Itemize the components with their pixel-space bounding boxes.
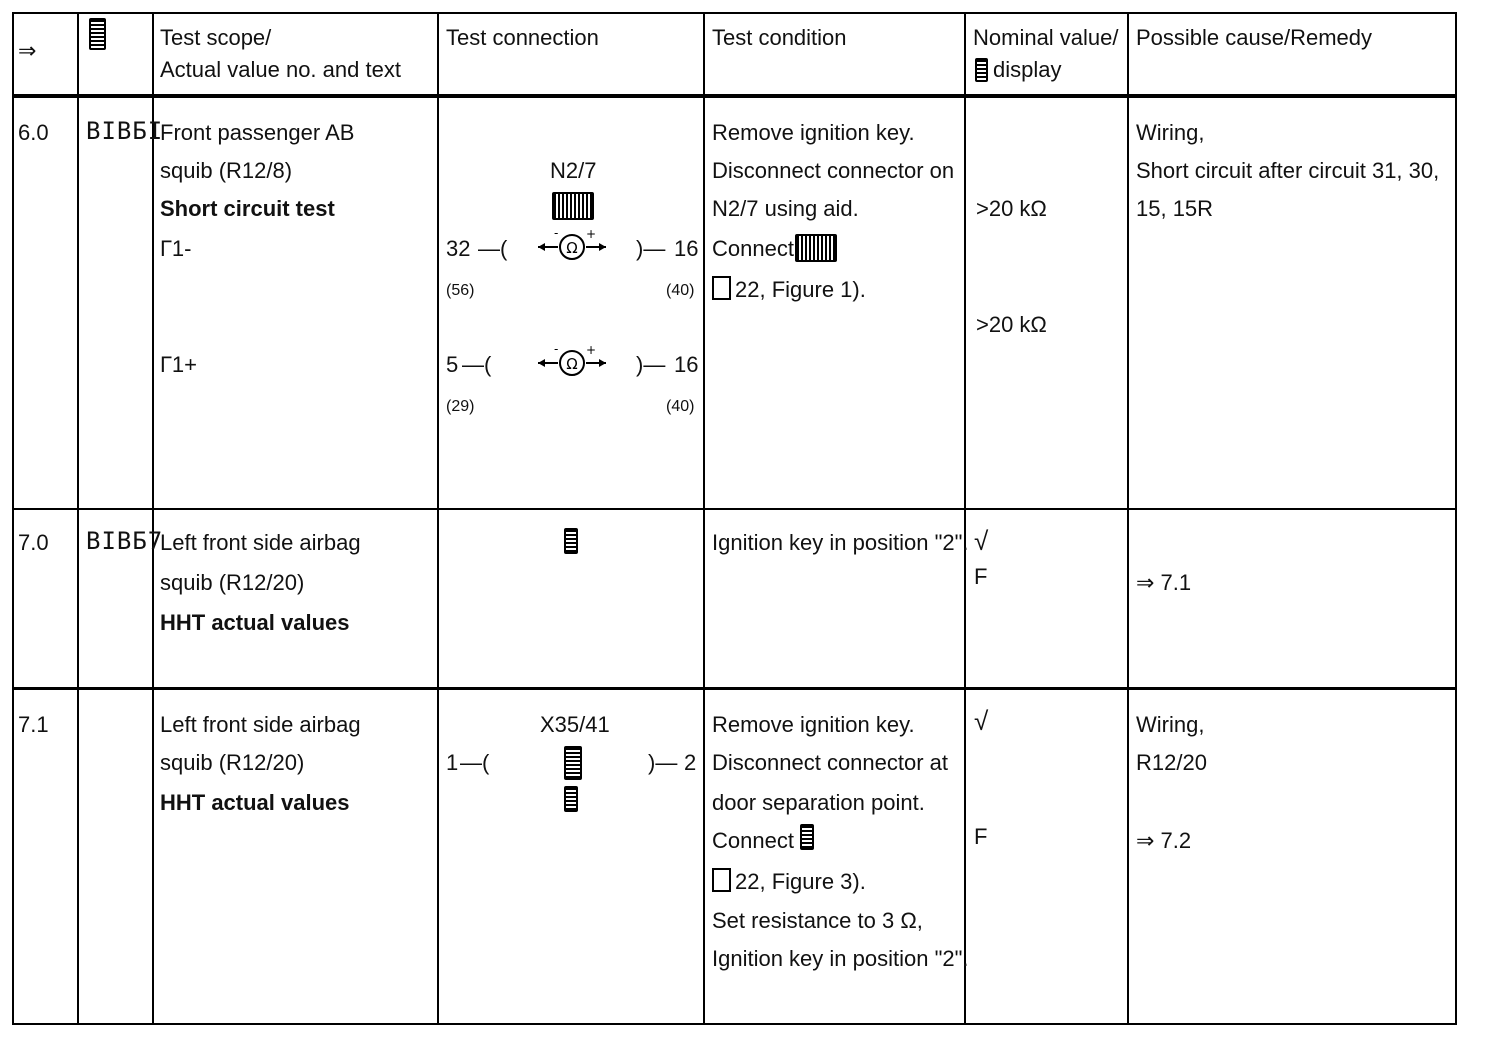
- condition-line: Connect: [712, 828, 794, 853]
- probe-right: )—: [636, 236, 666, 261]
- pin-sub-label: (40): [666, 282, 695, 299]
- scope-line: Г1+: [160, 352, 197, 377]
- svg-text:-: -: [554, 229, 559, 240]
- svg-text:-: -: [554, 345, 559, 356]
- condition-line: [712, 276, 866, 303]
- nominal-value: √: [974, 526, 989, 556]
- probe-right: )—: [648, 750, 678, 775]
- scope-line: Left front side airbag: [160, 530, 361, 555]
- row-code: BIBБ7: [86, 527, 164, 555]
- cause-line: Short circuit after circuit 31, 30,: [1136, 158, 1440, 183]
- cause-line: R12/20: [1136, 750, 1207, 775]
- grid-line: [12, 12, 14, 1025]
- scope-line: Front passenger AB: [160, 120, 355, 145]
- scope-line: HHT actual values: [160, 790, 350, 815]
- row-code: BIBБI: [86, 117, 164, 145]
- pin-label: 1: [446, 750, 459, 775]
- cause-line: Wiring,: [1136, 712, 1205, 737]
- header-cause: Possible cause/Remedy: [1136, 25, 1373, 50]
- pin-label: 5: [446, 352, 459, 377]
- hht-icon: [975, 58, 988, 82]
- pin-sub-label: (29): [446, 398, 475, 415]
- grid-line: [77, 12, 79, 1025]
- scope-line: squib (R12/8): [160, 158, 293, 183]
- condition-line: Set resistance to 3 Ω,: [712, 908, 923, 933]
- grid-line: [12, 687, 1457, 690]
- scope-line: squib (R12/20): [160, 750, 305, 775]
- header-scope-line2: Actual value no. and text: [160, 57, 401, 82]
- header-arrow: ⇒: [18, 38, 37, 63]
- tester-icon: [795, 234, 837, 262]
- book-icon: [712, 276, 731, 300]
- grid-line: [1127, 12, 1129, 1025]
- row-step: 7.1: [18, 712, 49, 737]
- cause-line: ⇒ 7.2: [1136, 828, 1192, 853]
- condition-line: Remove ignition key.: [712, 712, 915, 737]
- grid-line: [437, 12, 439, 1025]
- grid-line: [12, 1023, 1457, 1025]
- probe-right: )—: [636, 352, 666, 377]
- condition-line: [712, 868, 866, 895]
- tester-icon: [800, 824, 814, 850]
- header-connection: Test connection: [446, 25, 599, 50]
- grid-line: [1455, 12, 1457, 1025]
- tester-icon: [564, 746, 582, 780]
- nominal-value: F: [974, 824, 988, 849]
- nominal-value: √: [974, 706, 989, 736]
- grid-line: [12, 508, 1457, 510]
- scope-line: HHT actual values: [160, 610, 350, 635]
- probe-left: —(: [460, 750, 490, 775]
- condition-line: Ignition key in position "2".: [712, 946, 969, 971]
- svg-text:Ω: Ω: [566, 239, 578, 257]
- connection-unit: N2/7: [550, 158, 597, 183]
- condition-line: Remove ignition key.: [712, 120, 915, 145]
- grid-line: [152, 12, 154, 1025]
- pin-sub-label: (40): [666, 398, 695, 415]
- ohmmeter-icon: [536, 229, 608, 265]
- hht-icon: [564, 528, 578, 554]
- pin-sub-label: (56): [446, 282, 475, 299]
- pin-label: 16: [674, 236, 699, 261]
- condition-line: door separation point.: [712, 790, 925, 815]
- book-icon: [712, 868, 731, 892]
- condition-line: N2/7 using aid.: [712, 196, 859, 221]
- scope-line: Short circuit test: [160, 196, 335, 221]
- row-step: 6.0: [18, 120, 49, 145]
- hht-icon: [564, 786, 578, 812]
- grid-line: [703, 12, 705, 1025]
- svg-text:+: +: [586, 345, 597, 357]
- nominal-value: >20 kΩ: [976, 196, 1047, 221]
- scope-line: squib (R12/20): [160, 570, 305, 595]
- condition-line: Disconnect connector at: [712, 750, 949, 775]
- pin-label: 2: [684, 750, 697, 775]
- condition-line: Ignition key in position "2".: [712, 530, 969, 555]
- svg-text:Ω: Ω: [566, 355, 578, 373]
- condition-line: Connect: [712, 236, 794, 261]
- cause-line: ⇒ 7.1: [1136, 570, 1192, 595]
- cause-line: Wiring,: [1136, 120, 1205, 145]
- cause-line: 15, 15R: [1136, 196, 1214, 221]
- pin-label: 32: [446, 236, 471, 261]
- header-nominal-line1: Nominal value/: [973, 25, 1119, 50]
- connection-unit: X35/41: [540, 712, 610, 737]
- condition-ref: 22, Figure 1).: [735, 277, 866, 302]
- scope-line: Left front side airbag: [160, 712, 361, 737]
- hht-icon: [89, 18, 106, 50]
- tester-icon: [552, 192, 594, 220]
- ohmmeter-icon: [536, 345, 608, 381]
- grid-line: [12, 94, 1457, 98]
- row-step: 7.0: [18, 530, 49, 555]
- nominal-value: >20 kΩ: [976, 312, 1047, 337]
- header-nominal-line2: display: [993, 57, 1062, 82]
- grid-line: [12, 12, 1457, 14]
- probe-left: —(: [462, 352, 492, 377]
- probe-left: —(: [478, 236, 508, 261]
- condition-line: Disconnect connector on: [712, 158, 955, 183]
- header-condition: Test condition: [712, 25, 847, 50]
- svg-text:+: +: [586, 229, 597, 241]
- condition-ref: 22, Figure 3).: [735, 869, 866, 894]
- header-scope-line1: Test scope/: [160, 25, 272, 50]
- nominal-value: F: [974, 564, 988, 589]
- scope-line: Г1-: [160, 236, 192, 261]
- grid-line: [964, 12, 966, 1025]
- pin-label: 16: [674, 352, 699, 377]
